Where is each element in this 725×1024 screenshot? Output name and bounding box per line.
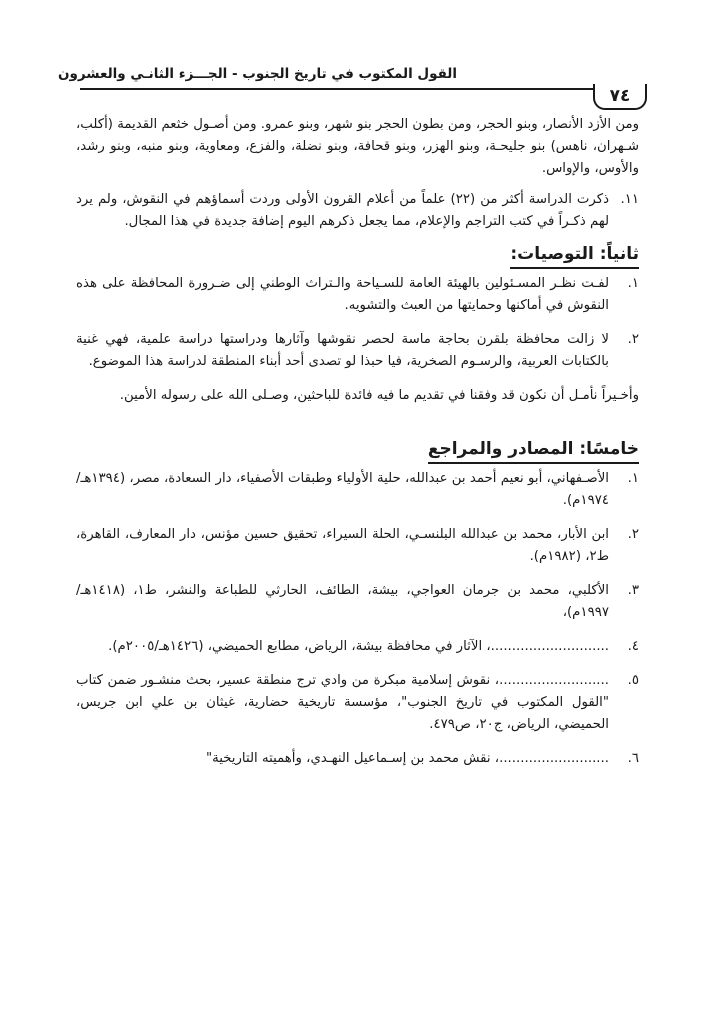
running-header-title: القول المكتوب في تاريخ الجنوب - الجـــزء الثانـي والعشرون <box>57 66 457 82</box>
source-number: ٤. <box>627 639 639 654</box>
recommendation-item <box>76 329 639 373</box>
source-item <box>76 468 639 512</box>
recommendation-number: ١. <box>627 276 639 291</box>
finding-number: ١١. <box>620 192 639 207</box>
page-body <box>76 114 639 770</box>
source-item <box>76 636 639 658</box>
source-text: الأكلبي، محمد بن جرمان العواجي، بيشة، الطائف، الحارثي للطباعة والنشر، ط١، (١٤١٨هـ/١٩٩٧م)، <box>76 583 609 620</box>
source-number: ١. <box>627 471 639 486</box>
finding-text: ذكرت الدراسة أكثر من (٢٢) علماً من أعلام القرون الأولى وردت أسماؤهم في النقوش، ولم يرد لهم ذكـراً في كتب التراجم والإعلام، مما يجعل ذكرهم اليوم إضافة جديدة في هذا المجال. <box>76 192 610 229</box>
source-item <box>76 580 639 624</box>
source-number: ٦. <box>627 751 639 766</box>
source-text: ..........................، نقوش إسلامية مبكرة من وادي ترج منطقة عسير، بحث منشـور ضمن كتاب "القول المكتوب في تاريخ الجنوب"، مؤسسة تاريخية حضارية، غيثان بن علي ابن جريس، الحميضي، الرياض، ج٢٠، ص٤٧٩. <box>76 673 609 732</box>
source-number: ٢. <box>627 527 639 542</box>
recommendation-text: لا زالت محافظة بلقرن بحاجة ماسة لحصر نقوشها وآثارها ودراستها دراسة علمية، فهي غنية بالكتابات العربية، والرسـوم الصخرية، فيا حبذا لو تصدى أحد أبناء المنطقة لدراسة هذا الموضوع. <box>76 332 609 369</box>
header-rule <box>80 88 645 90</box>
sources-heading: خامسًا: المصادر والمراجع <box>76 437 639 464</box>
intro-paragraph: ومن الأزد الأنصار، وبنو الحجر، ومن بطون الحجر بنو شهر، وبنو عمرو. ومن أصـول خثعم القديمة (أكلب، شـهران، ناهس) بنو جليحـة، وبنو الهزر، وبنو قحافة، وبنو نضلة، والفزع، ومعاوية، وبنو منبه، وبنو رشد، والأوس، والإواس. <box>76 117 639 176</box>
source-text: ..........................، نقش محمد بن إسـماعيل النهـدي، وأهميته التاريخية" <box>205 751 609 766</box>
recommendations-heading: ثانياً: التوصيات: <box>76 242 639 269</box>
recommendation-text: لفـت نظـر المسـئولين بالهيئة العامة للسـياحة والـتراث الوطني إلى ضـرورة المحافظة على هذه النقوش في أماكنها وحمايتها من العبث والتشويه. <box>76 276 609 313</box>
finding-item-11 <box>76 189 639 233</box>
source-item <box>76 524 639 568</box>
source-text: ابن الأبار، محمد بن عبدالله البلنسـي، الحلة السيراء، تحقيق حسين مؤنس، دار المعارف، القاهرة، ط٢، (١٩٨٢م). <box>76 527 609 564</box>
source-number: ٣. <box>627 583 639 598</box>
source-text: الأصـفهاني، أبو نعيم أحمد بن عبدالله، حلية الأولياء وطبقات الأصفياء، دار السعادة، مصر، (١٣٩٤هـ/١٩٧٤م). <box>76 471 609 508</box>
source-number: ٥. <box>627 673 639 688</box>
closing-paragraph: وأخـيراً نأمـل أن نكون قد وفقنا في تقديم ما فيه فائدة للباحثين، وصـلى الله على رسوله الأمين. <box>119 388 639 403</box>
source-text: ............................، الآثار في محافظة بيشة، الرياض، مطابع الحميضي، (١٤٢٦هـ/٢٠٠٥م). <box>108 639 609 654</box>
recommendation-number: ٢. <box>627 332 639 347</box>
recommendation-item <box>76 273 639 317</box>
source-item <box>76 670 639 736</box>
source-item <box>76 748 639 770</box>
page-number: ٧٤ <box>593 84 647 110</box>
